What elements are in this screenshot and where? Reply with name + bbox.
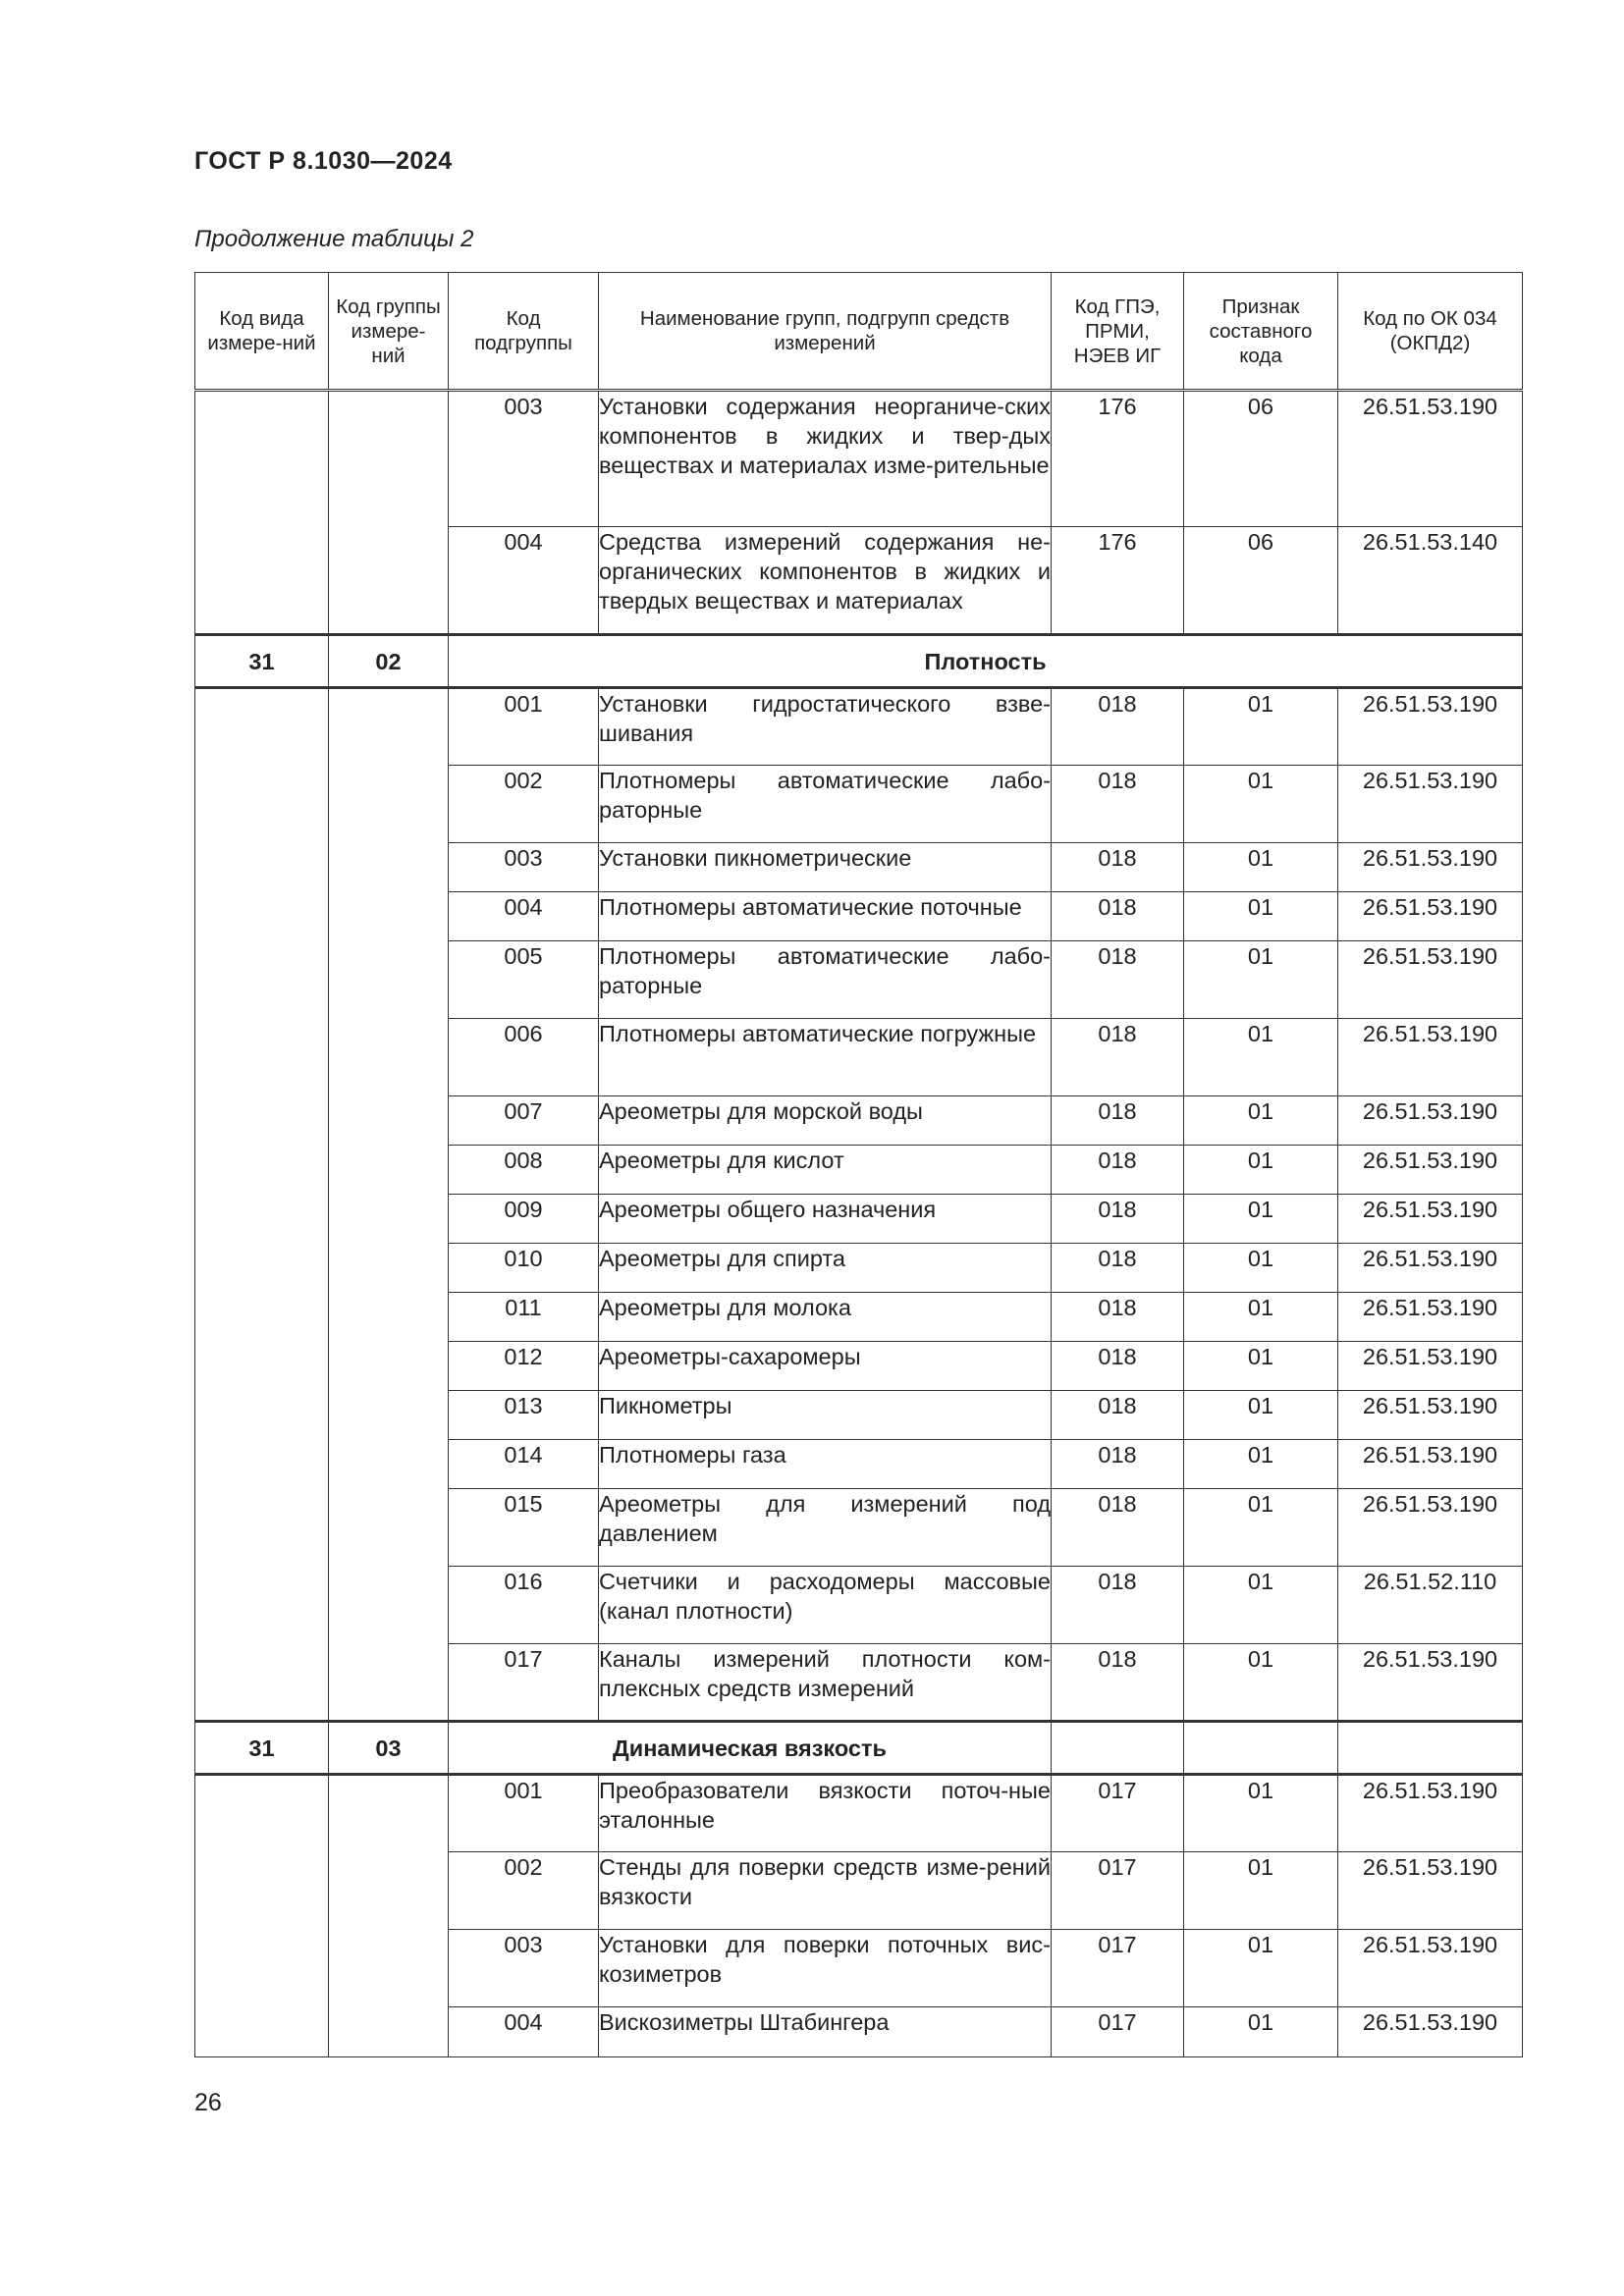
subgroup-code: 009 bbox=[449, 1195, 599, 1244]
empty-group-cell bbox=[329, 688, 449, 1722]
composite-sign: 06 bbox=[1184, 391, 1338, 527]
col-header-vid: Код вида измере-ний bbox=[195, 273, 329, 391]
okpd-code: 26.51.53.190 bbox=[1338, 766, 1523, 843]
subgroup-code: 002 bbox=[449, 766, 599, 843]
okpd-code: 26.51.53.190 bbox=[1338, 892, 1523, 941]
okpd-code: 26.51.53.190 bbox=[1338, 391, 1523, 527]
instrument-name: Установки гидростатического взве-шивания bbox=[599, 688, 1052, 766]
gpe-code: 017 bbox=[1052, 1775, 1184, 1852]
composite-sign: 01 bbox=[1184, 1852, 1338, 1930]
gpe-code: 018 bbox=[1052, 892, 1184, 941]
empty-vid-cell bbox=[195, 1775, 329, 2057]
group-title: Плотность bbox=[449, 635, 1523, 688]
table-header-row bbox=[195, 273, 1523, 391]
group-empty-okpd bbox=[1338, 1722, 1523, 1775]
composite-sign: 01 bbox=[1184, 1146, 1338, 1195]
subgroup-code: 011 bbox=[449, 1293, 599, 1342]
instrument-name: Счетчики и расходомеры массовые (канал плотности) bbox=[599, 1567, 1052, 1644]
okpd-code: 26.51.53.190 bbox=[1338, 1342, 1523, 1391]
composite-sign: 01 bbox=[1184, 1567, 1338, 1644]
document-id: ГОСТ Р 8.1030—2024 bbox=[194, 147, 453, 175]
gpe-code: 018 bbox=[1052, 688, 1184, 766]
gpe-code: 018 bbox=[1052, 1293, 1184, 1342]
instrument-name: Ареометры для кислот bbox=[599, 1146, 1052, 1195]
subgroup-code: 004 bbox=[449, 527, 599, 635]
group-vid-code: 31 bbox=[195, 1722, 329, 1775]
subgroup-code: 003 bbox=[449, 391, 599, 527]
gpe-code: 018 bbox=[1052, 941, 1184, 1019]
gpe-code: 017 bbox=[1052, 1930, 1184, 2007]
subgroup-code: 016 bbox=[449, 1567, 599, 1644]
gpe-code: 018 bbox=[1052, 1146, 1184, 1195]
gpe-code: 018 bbox=[1052, 1244, 1184, 1293]
subgroup-code: 014 bbox=[449, 1440, 599, 1489]
subgroup-code: 001 bbox=[449, 688, 599, 766]
gpe-code: 018 bbox=[1052, 1489, 1184, 1567]
subgroup-code: 012 bbox=[449, 1342, 599, 1391]
table-body bbox=[195, 391, 1523, 2057]
gpe-code: 018 bbox=[1052, 1644, 1184, 1722]
okpd-code: 26.51.53.190 bbox=[1338, 2007, 1523, 2057]
instrument-name: Каналы измерений плотности ком-плексных средств измерений bbox=[599, 1644, 1052, 1722]
okpd-code: 26.51.53.190 bbox=[1338, 1195, 1523, 1244]
instrument-name: Ареометры-сахаромеры bbox=[599, 1342, 1052, 1391]
col-header-name: Наименование групп, подгрупп средств измерений bbox=[599, 273, 1052, 391]
okpd-code: 26.51.53.190 bbox=[1338, 1391, 1523, 1440]
composite-sign: 01 bbox=[1184, 843, 1338, 892]
okpd-code: 26.51.53.190 bbox=[1338, 1096, 1523, 1146]
composite-sign: 01 bbox=[1184, 1644, 1338, 1722]
group-empty-sign bbox=[1184, 1722, 1338, 1775]
gpe-code: 017 bbox=[1052, 2007, 1184, 2057]
instrument-name: Установки содержания неорганиче-ских компонентов в жидких и твер-дых веществах и материалах изме-рительные bbox=[599, 391, 1052, 527]
instrument-name: Установки для поверки поточных вис-козиметров bbox=[599, 1930, 1052, 2007]
subgroup-code: 013 bbox=[449, 1391, 599, 1440]
subgroup-code: 008 bbox=[449, 1146, 599, 1195]
subgroup-code: 001 bbox=[449, 1775, 599, 1852]
composite-sign: 01 bbox=[1184, 766, 1338, 843]
subgroup-code: 004 bbox=[449, 2007, 599, 2057]
composite-sign: 01 bbox=[1184, 1195, 1338, 1244]
composite-sign: 01 bbox=[1184, 1244, 1338, 1293]
classification-table bbox=[194, 272, 1523, 2057]
subgroup-code: 003 bbox=[449, 843, 599, 892]
table-row bbox=[195, 688, 1523, 766]
empty-vid-cell bbox=[195, 688, 329, 1722]
subgroup-code: 010 bbox=[449, 1244, 599, 1293]
col-header-sign: Признак составного кода bbox=[1184, 273, 1338, 391]
instrument-name: Ареометры для спирта bbox=[599, 1244, 1052, 1293]
okpd-code: 26.51.53.190 bbox=[1338, 1930, 1523, 2007]
instrument-name: Вискозиметры Штабингера bbox=[599, 2007, 1052, 2057]
composite-sign: 01 bbox=[1184, 1342, 1338, 1391]
group-code: 03 bbox=[329, 1722, 449, 1775]
subgroup-code: 006 bbox=[449, 1019, 599, 1096]
gpe-code: 018 bbox=[1052, 843, 1184, 892]
instrument-name: Плотномеры автоматические погружные bbox=[599, 1019, 1052, 1096]
instrument-name: Ареометры общего назначения bbox=[599, 1195, 1052, 1244]
subgroup-code: 002 bbox=[449, 1852, 599, 1930]
group-vid-code: 31 bbox=[195, 635, 329, 688]
gpe-code: 018 bbox=[1052, 1342, 1184, 1391]
composite-sign: 01 bbox=[1184, 941, 1338, 1019]
col-header-okpd: Код по ОК 034 (ОКПД2) bbox=[1338, 273, 1523, 391]
gpe-code: 018 bbox=[1052, 1567, 1184, 1644]
empty-vid-cell bbox=[195, 391, 329, 635]
okpd-code: 26.51.53.190 bbox=[1338, 1489, 1523, 1567]
okpd-code: 26.51.53.190 bbox=[1338, 1244, 1523, 1293]
instrument-name: Ареометры для измерений под давлением bbox=[599, 1489, 1052, 1567]
composite-sign: 01 bbox=[1184, 892, 1338, 941]
instrument-name: Ареометры для молока bbox=[599, 1293, 1052, 1342]
composite-sign: 01 bbox=[1184, 1775, 1338, 1852]
composite-sign: 01 bbox=[1184, 1391, 1338, 1440]
instrument-name: Средства измерений содержания не-органических компонентов в жидких и твердых веществах и материалах bbox=[599, 527, 1052, 635]
okpd-code: 26.51.53.190 bbox=[1338, 1852, 1523, 1930]
gpe-code: 017 bbox=[1052, 1852, 1184, 1930]
composite-sign: 01 bbox=[1184, 2007, 1338, 2057]
instrument-name: Пикнометры bbox=[599, 1391, 1052, 1440]
group-code: 02 bbox=[329, 635, 449, 688]
instrument-name: Преобразователи вязкости поточ-ные эталонные bbox=[599, 1775, 1052, 1852]
gpe-code: 018 bbox=[1052, 766, 1184, 843]
composite-sign: 06 bbox=[1184, 527, 1338, 635]
composite-sign: 01 bbox=[1184, 1293, 1338, 1342]
instrument-name: Плотномеры автоматические поточные bbox=[599, 892, 1052, 941]
table-caption: Продолжение таблицы 2 bbox=[194, 226, 474, 252]
group-header-row bbox=[195, 635, 1523, 688]
instrument-name: Стенды для поверки средств изме-рений вязкости bbox=[599, 1852, 1052, 1930]
okpd-code: 26.51.53.140 bbox=[1338, 527, 1523, 635]
okpd-code: 26.51.53.190 bbox=[1338, 843, 1523, 892]
instrument-name: Плотномеры автоматические лабо-раторные bbox=[599, 766, 1052, 843]
col-header-gpe: Код ГПЭ, ПРМИ, НЭЕВ ИГ bbox=[1052, 273, 1184, 391]
okpd-code: 26.51.53.190 bbox=[1338, 941, 1523, 1019]
group-header-row bbox=[195, 1722, 1523, 1775]
subgroup-code: 007 bbox=[449, 1096, 599, 1146]
group-empty-gpe bbox=[1052, 1722, 1184, 1775]
subgroup-code: 005 bbox=[449, 941, 599, 1019]
okpd-code: 26.51.53.190 bbox=[1338, 1293, 1523, 1342]
gpe-code: 018 bbox=[1052, 1019, 1184, 1096]
okpd-code: 26.51.53.190 bbox=[1338, 1019, 1523, 1096]
okpd-code: 26.51.53.190 bbox=[1338, 1775, 1523, 1852]
col-header-subgroup: Код подгруппы bbox=[449, 273, 599, 391]
subgroup-code: 017 bbox=[449, 1644, 599, 1722]
composite-sign: 01 bbox=[1184, 1489, 1338, 1567]
gpe-code: 018 bbox=[1052, 1096, 1184, 1146]
okpd-code: 26.51.53.190 bbox=[1338, 688, 1523, 766]
empty-group-cell bbox=[329, 1775, 449, 2057]
gpe-code: 176 bbox=[1052, 391, 1184, 527]
subgroup-code: 015 bbox=[449, 1489, 599, 1567]
instrument-name: Плотномеры автоматические лабо-раторные bbox=[599, 941, 1052, 1019]
gpe-code: 018 bbox=[1052, 1195, 1184, 1244]
composite-sign: 01 bbox=[1184, 688, 1338, 766]
okpd-code: 26.51.52.110 bbox=[1338, 1567, 1523, 1644]
table-row bbox=[195, 391, 1523, 527]
composite-sign: 01 bbox=[1184, 1019, 1338, 1096]
col-header-group: Код группы измере-ний bbox=[329, 273, 449, 391]
instrument-name: Плотномеры газа bbox=[599, 1440, 1052, 1489]
gpe-code: 018 bbox=[1052, 1391, 1184, 1440]
gpe-code: 176 bbox=[1052, 527, 1184, 635]
instrument-name: Ареометры для морской воды bbox=[599, 1096, 1052, 1146]
table-row bbox=[195, 1775, 1523, 1852]
subgroup-code: 004 bbox=[449, 892, 599, 941]
composite-sign: 01 bbox=[1184, 1096, 1338, 1146]
composite-sign: 01 bbox=[1184, 1440, 1338, 1489]
okpd-code: 26.51.53.190 bbox=[1338, 1146, 1523, 1195]
okpd-code: 26.51.53.190 bbox=[1338, 1644, 1523, 1722]
subgroup-code: 003 bbox=[449, 1930, 599, 2007]
okpd-code: 26.51.53.190 bbox=[1338, 1440, 1523, 1489]
empty-group-cell bbox=[329, 391, 449, 635]
page-number: 26 bbox=[194, 2089, 222, 2116]
composite-sign: 01 bbox=[1184, 1930, 1338, 2007]
group-title: Динамическая вязкость bbox=[449, 1722, 1052, 1775]
instrument-name: Установки пикнометрические bbox=[599, 843, 1052, 892]
gpe-code: 018 bbox=[1052, 1440, 1184, 1489]
